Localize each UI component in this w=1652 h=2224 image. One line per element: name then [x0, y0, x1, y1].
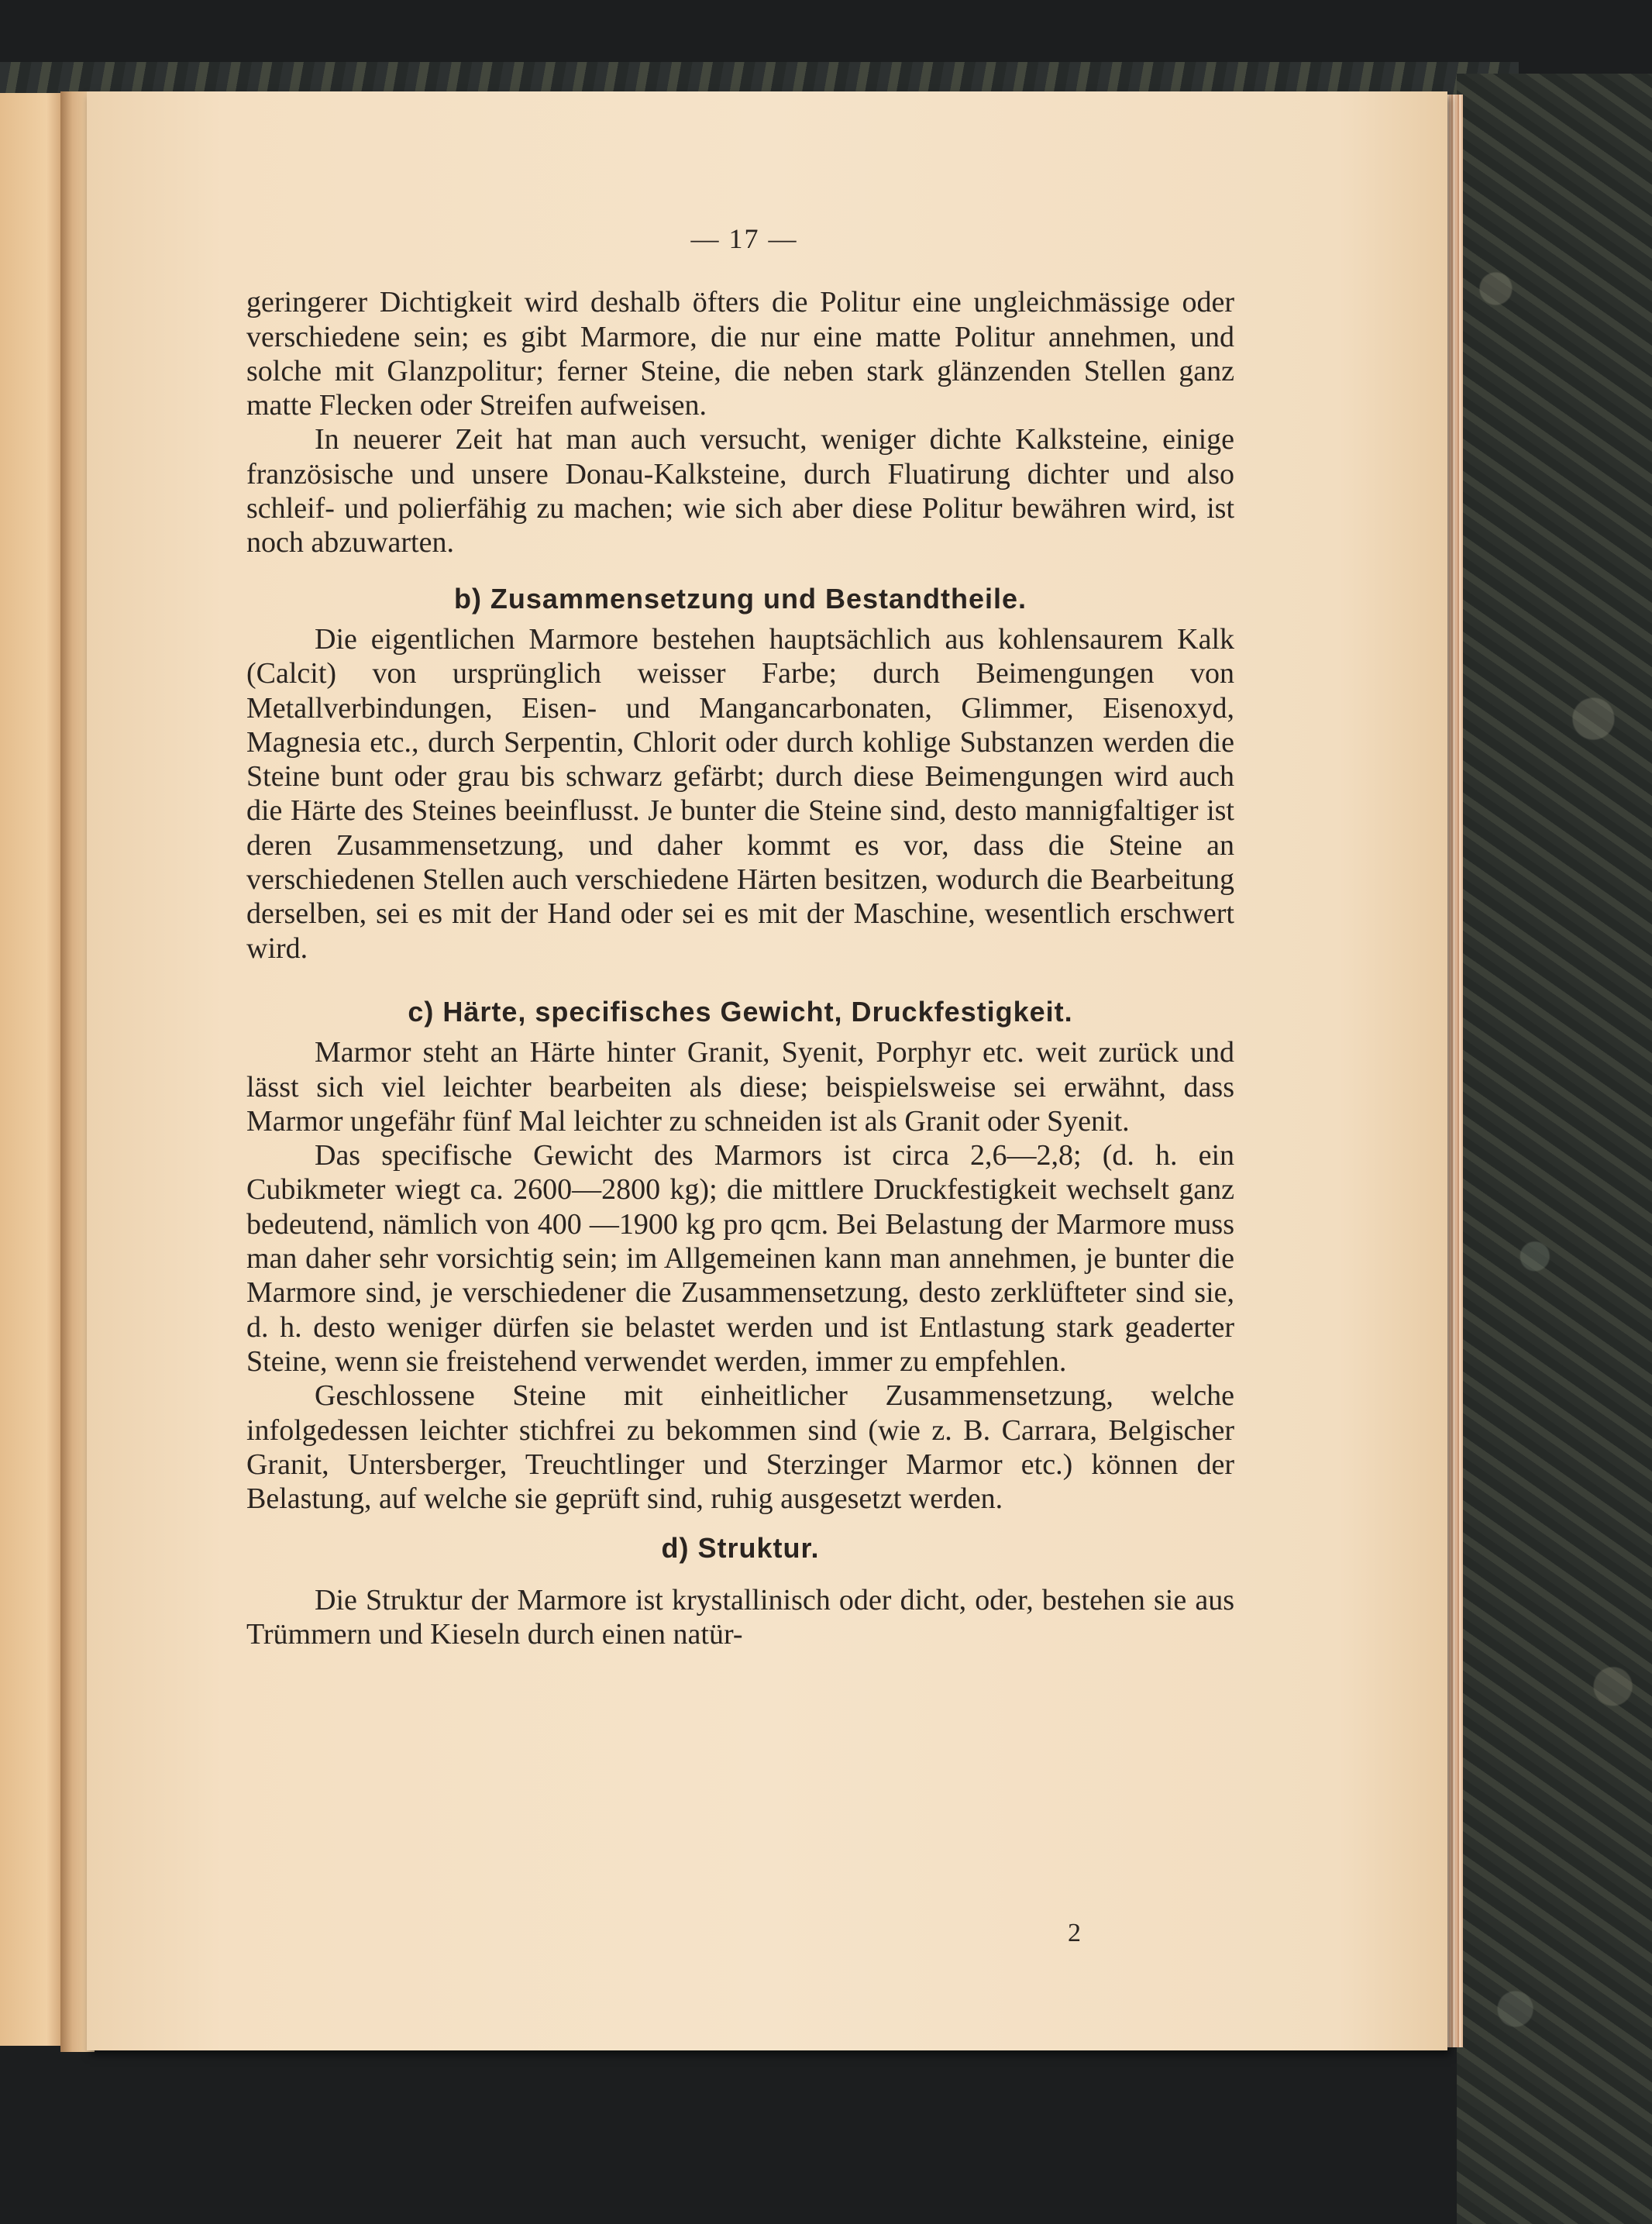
section-heading: c) Härte, specifisches Gewicht, Druckfestigkeit.: [408, 995, 1073, 1028]
paragraph: Marmor steht an Härte hinter Granit, Syenit, Porphyr etc. weit zurück und lässt sich viel leichter bearbeiten als diese; beispielsweise sei erwähnt, dass Marmor ungefähr fünf Mal leichter zu schneiden ist als Granit oder Syenit.: [246, 1036, 1234, 1138]
paragraph: geringerer Dichtigkeit wird deshalb öfters die Politur eine ungleichmässige oder verschiedene sein; es gibt Marmore, die nur eine matte Politur annehmen, und solche mit Glanzpolitur; ferner Steine, die neben stark glänzenden Stellen ganz matte Flecken oder Streifen aufweisen.: [246, 286, 1234, 422]
page-text: [246, 222, 1234, 1651]
section-heading: b) Zusammensetzung und Bestandtheile.: [453, 582, 1027, 615]
paragraph: In neuerer Zeit hat man auch versucht, weniger dichte Kalksteine, einige französische und unsere Donau-Kalksteine, durch Fluatirung dichter und also schleif- und polierfähig zu machen; wie sich aber diese Politur bewähren wird, ist noch abzuwarten.: [246, 423, 1234, 559]
paragraph: Geschlossene Steine mit einheitlicher Zusammensetzung, welche infolgedessen leichter stichfrei zu bekommen sind (wie z. B. Carrara, Belgischer Granit, Untersberger, Treuchtlinger und Sterzinger Marmor etc.) können der Belastung, auf welche sie geprüft sind, ruhig ausgesetzt werden.: [246, 1379, 1234, 1516]
paragraph: Die Struktur der Marmore ist krystallinisch oder dicht, oder, bestehen sie aus Trümmern und Kieseln durch einen natür-: [246, 1583, 1234, 1651]
printer-signature-mark: 2: [1068, 1919, 1081, 1947]
paragraph: Die eigentlichen Marmore bestehen hauptsächlich aus kohlensaurem Kalk (Calcit) von ursprünglich weisser Farbe; durch Beimengungen von Metallverbindungen, Eisen- und Mangancarbonaten, Glimmer, Eisenoxyd, Magnesia etc., durch Serpentin, Chlorit oder durch kohlige Substanzen werden die Steine bunt oder grau bis schwarz gefärbt; durch diese Beimengungen wird auch die Härte des Steines beeinflusst. Je bunter die Steine sind, desto mannigfaltiger ist deren Zusammensetzung, und daher kommt es vor, dass die Steine an verschiedenen Stellen auch verschiedene Härten besitzen, wodurch die Bearbeitung derselben, sei es mit der Hand oder sei es mit der Maschine, wesentlich erschwert wird.: [246, 622, 1234, 965]
page-number: — 17 —: [690, 223, 798, 254]
left-page-edge: [0, 93, 67, 2046]
section-heading: d) Struktur.: [661, 1532, 820, 1565]
paragraph: Das specifische Gewicht des Marmors ist circa 2,6—2,8; (d. h. ein Cubikmeter wiegt ca. 2600—2800 kg); die mittlere Druckfestigkeit wechselt ganz bedeutend, nämlich von 400 —1900 kg pro qcm. Bei Belastung der Marmore muss man daher sehr vorsichtig sein; im Allgemeinen kann man annehmen, je bunter die Marmore sind, je verschiedener die Zusammensetzung, desto zerklüfteter sind sie, d. h. desto weniger dürfen sie belastet werden und ist Entlastung stark geaderter Steine, wenn sie freistehend verwendet werden, immer zu empfehlen.: [246, 1139, 1234, 1378]
marbled-cover-edge: [1457, 74, 1652, 2224]
